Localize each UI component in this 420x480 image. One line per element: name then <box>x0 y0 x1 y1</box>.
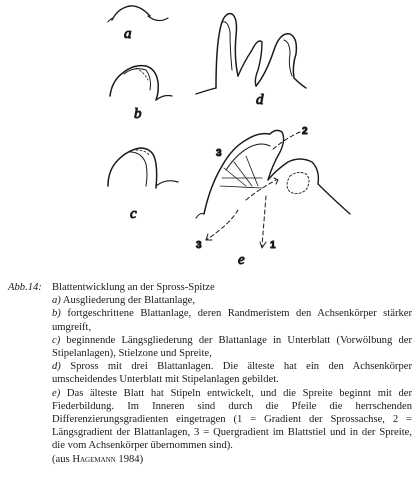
panel-label-c: c <box>130 206 137 222</box>
caption-figure-number: Abb.14: <box>8 282 42 293</box>
arrow-label-2: 2 <box>302 126 308 137</box>
caption-item-text: Das älteste Blatt hat Stipeln entwickelt, und die Spreite beginnt mit der Fiederbildung. Im Inneren sind durch die Pfeile die herrschenden Differenzierungsgradienten eingetragen (1 = Gradient der Sprossachse, 2 = Längsgradient der Blattanlagen, 3 = Quergradient im Blattstiel und in der Spreite, die vom Achsenkörper übernommen sind). <box>52 387 412 452</box>
caption-source-suffix: 1984) <box>115 453 144 465</box>
panel-c-drawing <box>108 148 178 188</box>
caption-item-letter: b) <box>52 308 61 320</box>
caption-title: Blattentwicklung an der Spross-Spitze <box>52 282 215 293</box>
caption-item-text: Ausgliederung der Blattanlage, <box>60 295 195 307</box>
panel-b-drawing <box>110 66 172 100</box>
caption-item-text: beginnende Längsgliederung der Blattanlage in Unterblatt (Vorwölbung der Stipelanlagen), Stielzone und Spreite, <box>52 334 412 360</box>
panel-label-e: e <box>238 252 245 268</box>
caption-item-text: Spross mit drei Blattanlagen. Die älteste hat ein den Achsenkörper umscheidendes Unterblatt mit Stipelanlagen gebildet. <box>52 361 412 386</box>
caption-item-e <box>52 387 412 453</box>
caption-source-author: Hagemann <box>72 453 116 465</box>
caption-item-text: fortgeschrittene Blattanlage, deren Randmeristem den Achsenkörper stärker umgreift, <box>52 308 412 333</box>
caption-item-letter: c) <box>52 334 61 346</box>
caption-item-list <box>52 294 412 466</box>
caption-source <box>52 453 412 466</box>
arrow-label-3-top: 3 <box>216 148 222 159</box>
arrow-label-3-bottom: 3 <box>196 240 202 251</box>
panel-a-drawing <box>108 6 168 22</box>
caption-item-letter: e) <box>52 387 61 399</box>
panel-d-drawing <box>196 14 306 94</box>
panel-label-b: b <box>134 106 142 122</box>
figure-caption <box>8 281 412 466</box>
caption-item-letter: a) <box>52 295 61 307</box>
panel-label-a: a <box>124 26 132 42</box>
caption-item-b <box>52 307 412 333</box>
caption-item-c <box>52 334 412 360</box>
caption-item-a <box>52 294 412 307</box>
caption-source-prefix: (aus <box>52 453 73 465</box>
panel-label-d: d <box>256 92 264 108</box>
caption-item-letter: d) <box>52 361 61 373</box>
caption-item-d <box>52 360 412 386</box>
arrow-label-1: 1 <box>270 240 276 251</box>
